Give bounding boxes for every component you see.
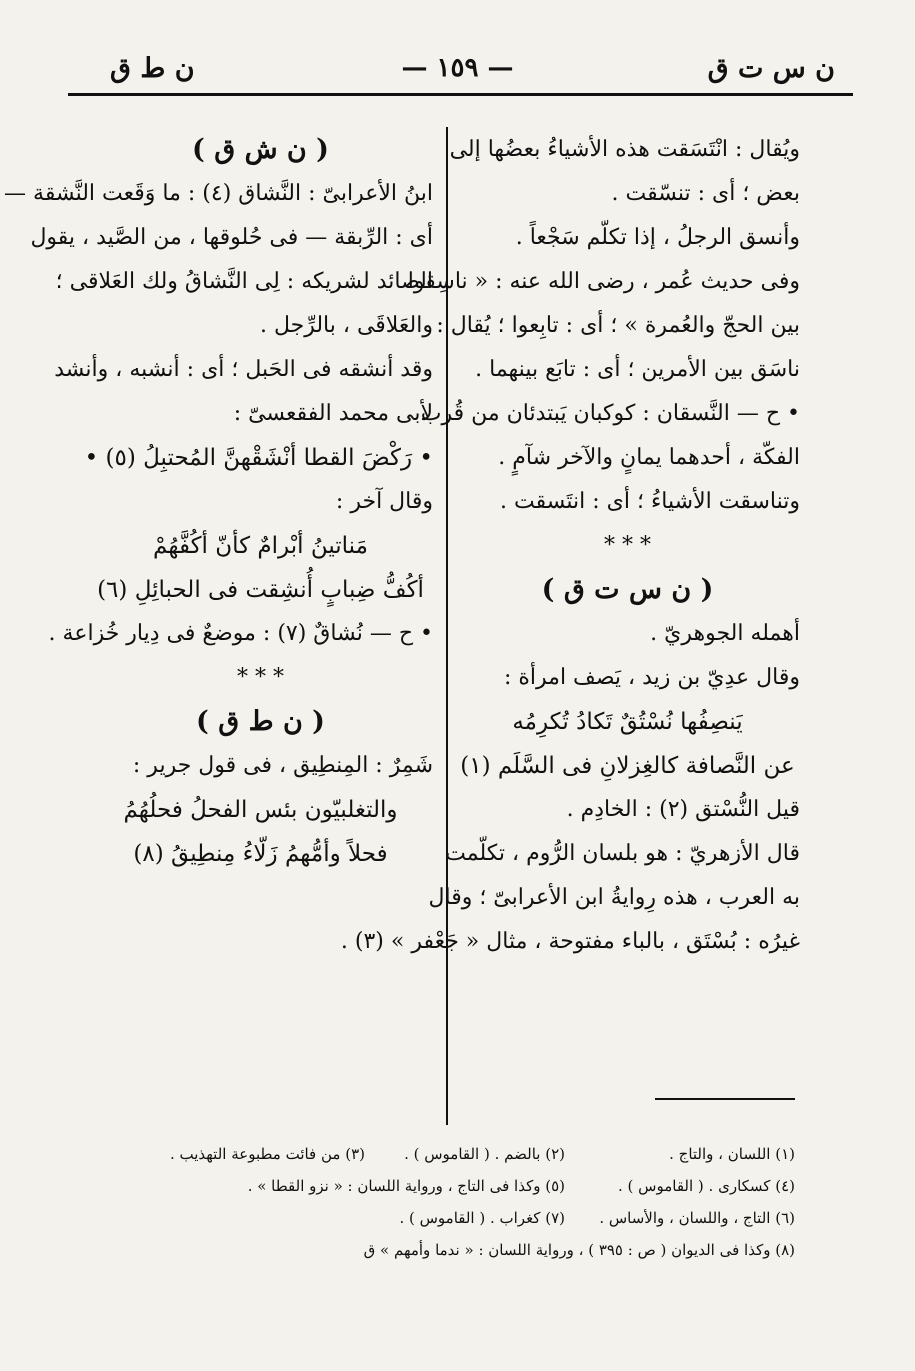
text-line: ناسَق بين الأمرين ؛ أى : تابَع بينهما . [475, 357, 800, 382]
text-line: وقال آخر : [335, 489, 433, 514]
text-line: قال الأزهريّ : هو بلسان الرُّوم ، تكلّمت [445, 841, 800, 866]
footnote: (٤) كسكارى . ( القاموس ) . [618, 1177, 795, 1195]
text-line: وقد أنشقه فى الحَبل ؛ أى : أنشبه ، وأنشد [54, 357, 433, 382]
left-column [4, 128, 433, 876]
verse-line: مَناتينُ أبْرامٌ كأنّ أكُفَّهُمْ [153, 533, 368, 559]
text-line: وقال عدِيّ بن زيد ، يَصف امرأة : [503, 665, 800, 690]
section-separator: * * * [237, 665, 284, 690]
header-root-right: ن س ت ق [707, 53, 835, 84]
footnotes [95, 1138, 795, 1266]
footnote-row [95, 1202, 795, 1234]
section-heading: ( ن ش ق ) [192, 134, 329, 165]
text-line: • ح — نُشاقٌ (٧) : موضعٌ فى دِيار خُزاعة . [48, 621, 433, 646]
footnote: (٦) التاج ، واللسان ، والأساس . [599, 1209, 795, 1227]
footnote: (٨) وكذا فى الديوان ( ص : ٣٩٥ ) ، ورواية اللسان : « ندما وأمهم » ق [363, 1241, 795, 1259]
section-heading: ( ن ط ق ) [196, 706, 325, 737]
page-number: — ١٥٩ — [401, 53, 514, 83]
section-separator: * * * [604, 533, 651, 558]
verse-line: • رَكْضَ القطا أنْشَقْهنَّ المُحتبِلُ (٥) • [84, 445, 433, 471]
text-line: أى : الرِّبقة — فى حُلوقها ، من الصَّيد ، يقول [30, 225, 433, 250]
text-line: الفكّة ، أحدهما يمانٍ والآخر شآمٍ . [498, 445, 800, 470]
verse-line: والتغلبيّون بئس الفحلُ فحلُهُمُ [123, 797, 398, 823]
text-line: والعَلاقَى ، بالرِّجل . [259, 313, 433, 338]
footnote: (٣) من فائت مطبوعة التهذيب . [169, 1145, 365, 1163]
footnote: (٢) بالضم . ( القاموس ) . [404, 1145, 565, 1163]
text-line: وتناسقت الأشياءُ ؛ أى : انتَسقت . [500, 489, 800, 514]
footnote-row [95, 1138, 795, 1170]
verse-line: أكُفُّ ضِبابٍ أُنشِقت فى الحبائِلِ (٦) [97, 577, 424, 603]
running-header [60, 45, 855, 95]
text-line: بين الحجّ والعُمرة » ؛ أى : تابِعوا ؛ يُقال : [436, 313, 800, 338]
footnote-row [95, 1234, 795, 1266]
text-line: ويُقال : انْتَسَقت هذه الأشياءُ بعضُها إلى [449, 137, 800, 162]
text-line: غيرُه : بُسْتَق ، بالباء مفتوحة ، مثال « جَعْفر » (٣) . [340, 929, 800, 954]
text-line: وأنسق الرجلُ ، إذا تكلّم سَجْعاً . [515, 225, 800, 250]
text-line: الصائد لشريكه : لِى النَّشاقُ ولك العَلاقى ؛ [55, 269, 433, 294]
header-rule [68, 93, 853, 96]
verse-line: فحلاً وأمُّهمُ زَلّاءُ مِنطِيقُ (٨) [133, 841, 388, 867]
text-line: بعض ؛ أى : تنسّقت . [611, 181, 800, 206]
verse-line: عن النَّصافة كالغِزلانِ فى السَّلَم (١) [460, 753, 795, 779]
text-line: شَمِرٌ : المِنطِيق ، فى قول جرير : [132, 753, 433, 778]
footnote: (٥) وكذا فى التاج ، ورواية اللسان : « نزو القطا » . [247, 1177, 565, 1195]
text-line: لأبى محمد الفقعسىّ : [233, 401, 433, 426]
text-line: أهمله الجوهريّ . [650, 621, 800, 646]
text-line: ابنُ الأعرابىّ : النَّشاق (٤) : ما وَقَعت النَّشقة — [4, 181, 433, 206]
section-heading: ( ن س ت ق ) [541, 574, 714, 605]
footnote: (٧) كغراب . ( القاموس ) . [399, 1209, 565, 1227]
footnote-rule [655, 1098, 795, 1100]
verse-line: يَنصِفُها نُسْتُقٌ تَكادُ تُكرِمُه [512, 709, 743, 735]
text-line: وفى حديث عُمر ، رضى الله عنه : « ناسِقوا [407, 269, 800, 294]
text-line: • ح — النَّسقان : كوكبان يَبتدئان من قُرب [420, 401, 800, 426]
text-line: قيل النُّسْتق (٢) : الخادِم . [566, 797, 800, 822]
footnote: (١) اللسان ، والتاج . [669, 1145, 795, 1163]
header-root-left: ن ط ق [110, 53, 195, 84]
footnote-row [95, 1170, 795, 1202]
text-line: به العرب ، هذه رِوايةُ ابن الأعرابىّ ؛ وقال [428, 885, 800, 910]
